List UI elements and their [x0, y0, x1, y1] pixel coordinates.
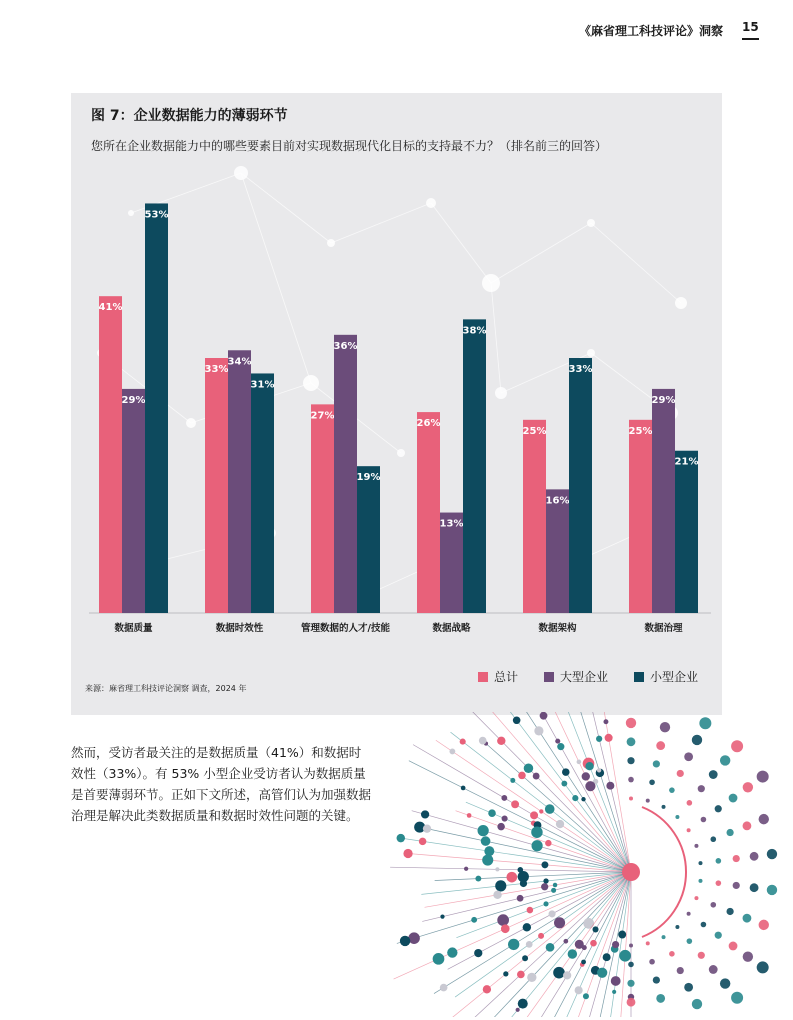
bar-label-2-2: 34%	[227, 356, 252, 368]
bar-6-1	[629, 420, 652, 613]
category-label-6: 数据治理	[644, 623, 683, 634]
legend-item-2	[544, 668, 608, 685]
bar-6-2	[652, 389, 675, 613]
bar-label-3-1: 27%	[310, 410, 335, 422]
bar-4-3	[463, 319, 486, 613]
legend-label-2: 大型企业	[559, 670, 608, 684]
bar-3-2	[334, 335, 357, 613]
body-paragraph: 然而，受访者最关注的是数据质量（41%）和数据时效性（33%）。有 53% 小型企业受访者认为数据质量是首要薄弱环节。正如下文所述，高管们认为加强数据治理是解决此类数据质量和数据时效性问题的关键。	[71, 745, 372, 823]
network-decoration	[380, 712, 780, 1017]
bar-6-3	[675, 451, 698, 613]
legend-label-1: 总计	[493, 670, 518, 684]
bar-label-1-3: 53%	[144, 209, 169, 221]
bar-2-3	[251, 373, 274, 613]
legend-swatch-2	[544, 672, 554, 682]
legend-item-3	[634, 668, 698, 685]
bar-5-2	[546, 489, 569, 613]
bar-2-2	[228, 350, 251, 613]
bar-label-4-3: 38%	[462, 325, 487, 337]
category-label-2: 数据时效性	[215, 623, 264, 634]
bar-label-3-2: 36%	[333, 340, 358, 352]
page-number: 15	[742, 20, 759, 40]
bar-label-1-1: 41%	[98, 302, 123, 314]
category-label-3: 管理数据的人才/技能	[301, 623, 390, 634]
bar-label-5-2: 16%	[545, 495, 570, 507]
bar-label-4-2: 13%	[439, 518, 464, 530]
bar-4-1	[417, 412, 440, 613]
bar-1-2	[122, 389, 145, 613]
legend-item-1	[478, 668, 518, 685]
bar-label-6-3: 21%	[674, 456, 699, 468]
category-label-1: 数据质量	[114, 623, 153, 634]
bar-label-5-1: 25%	[522, 425, 547, 437]
bar-label-6-1: 25%	[628, 425, 653, 437]
source-note: 来源：麻省理工科技评论洞察 调查，2024 年	[85, 684, 247, 693]
legend-swatch-3	[634, 672, 644, 682]
bar-3-1	[311, 404, 334, 613]
bar-label-5-3: 33%	[568, 364, 593, 375]
chart-legend	[478, 668, 698, 685]
bar-label-4-1: 26%	[416, 418, 441, 430]
bar-1-1	[99, 296, 122, 613]
header-title: 《麻省理工科技评论》洞察	[578, 24, 723, 38]
bar-5-1	[523, 420, 546, 613]
bar-chart	[71, 93, 722, 715]
bar-1-3	[145, 203, 168, 613]
figure-title: 图 7：企业数据能力的薄弱环节	[91, 108, 288, 124]
bar-2-1	[205, 358, 228, 613]
category-label-4: 数据战略	[432, 623, 471, 634]
figure-panel	[71, 93, 722, 715]
category-label-5: 数据架构	[538, 623, 577, 634]
bar-label-6-2: 29%	[651, 394, 676, 406]
bar-label-2-3: 31%	[250, 379, 275, 391]
bar-3-3	[357, 466, 380, 613]
legend-label-3: 小型企业	[649, 670, 698, 684]
bar-label-3-3: 19%	[356, 472, 381, 484]
bar-label-1-2: 29%	[121, 394, 146, 406]
bar-label-2-1: 33%	[204, 364, 229, 375]
bar-5-3	[569, 358, 592, 613]
legend-swatch-1	[478, 672, 488, 682]
figure-subtitle: 您所在企业数据能力中的哪些要素目前对实现数据现代化目标的支持最不力？（排名前三的回答）	[91, 139, 608, 153]
